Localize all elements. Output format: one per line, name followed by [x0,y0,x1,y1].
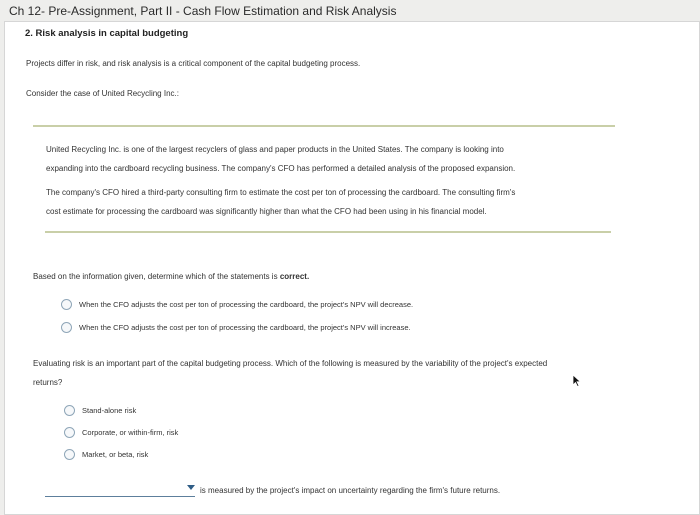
case-paragraph-2-line-2: cost estimate for processing the cardboard was significantly higher than what the CFO had been using in his financial model. [46,207,487,216]
radio-button[interactable] [64,427,75,438]
mouse-cursor-icon [572,374,581,387]
chevron-down-icon[interactable] [187,485,195,490]
part1-prompt-emphasis: correct. [279,272,310,281]
case-paragraph-1-line-1: United Recycling Inc. is one of the largest recyclers of glass and paper products in the United States. The company is looking into [46,145,504,154]
case-paragraph-2-line-1: The company's CFO hired a third-party consulting firm to estimate the cost per ton of processing the cardboard. The consulting firm's [46,188,516,197]
question-panel [4,21,700,515]
part2-option-stand-alone[interactable] [64,405,136,416]
part1-prompt [33,272,309,281]
radio-button[interactable] [61,322,72,333]
case-bottom-rule [45,231,611,233]
case-top-rule [33,125,615,127]
part1-option-increase[interactable] [61,322,411,333]
risk-type-dropdown[interactable] [45,480,195,497]
case-paragraph-1-line-2: expanding into the cardboard recycling business. The company's CFO has performed a detailed analysis of the proposed expansion. [46,164,516,173]
part3-suffix-text: is measured by the project's impact on uncertainty regarding the firm's future returns. [200,486,501,495]
part1-prompt-text: Based on the information given, determine which of the statements is [33,272,278,281]
radio-button[interactable] [64,405,75,416]
part2-option-corporate[interactable] [64,427,178,438]
radio-button[interactable] [64,449,75,460]
part1-option-decrease[interactable] [61,299,413,310]
part2-prompt-line-1: Evaluating risk is an important part of the capital budgeting process. Which of the following is measured by the variability of the project's expected [33,359,548,368]
question-heading: 2. Risk analysis in capital budgeting [25,28,189,39]
intro-text: Projects differ in risk, and risk analysis is a critical component of the capital budgeting process. [26,59,361,68]
option-label: Stand-alone risk [82,406,137,415]
option-label: Market, or beta, risk [82,450,149,459]
radio-button[interactable] [61,299,72,310]
part2-prompt-line-2: returns? [33,378,63,387]
option-label: When the CFO adjusts the cost per ton of processing the cardboard, the project's NPV will increase. [79,323,411,332]
page-title: Ch 12- Pre-Assignment, Part II - Cash Flow Estimation and Risk Analysis [9,4,397,18]
part2-option-market[interactable] [64,449,148,460]
case-intro-text: Consider the case of United Recycling Inc.: [26,89,179,98]
option-label: When the CFO adjusts the cost per ton of processing the cardboard, the project's NPV will decrease. [79,300,414,309]
option-label: Corporate, or within-firm, risk [82,428,179,437]
